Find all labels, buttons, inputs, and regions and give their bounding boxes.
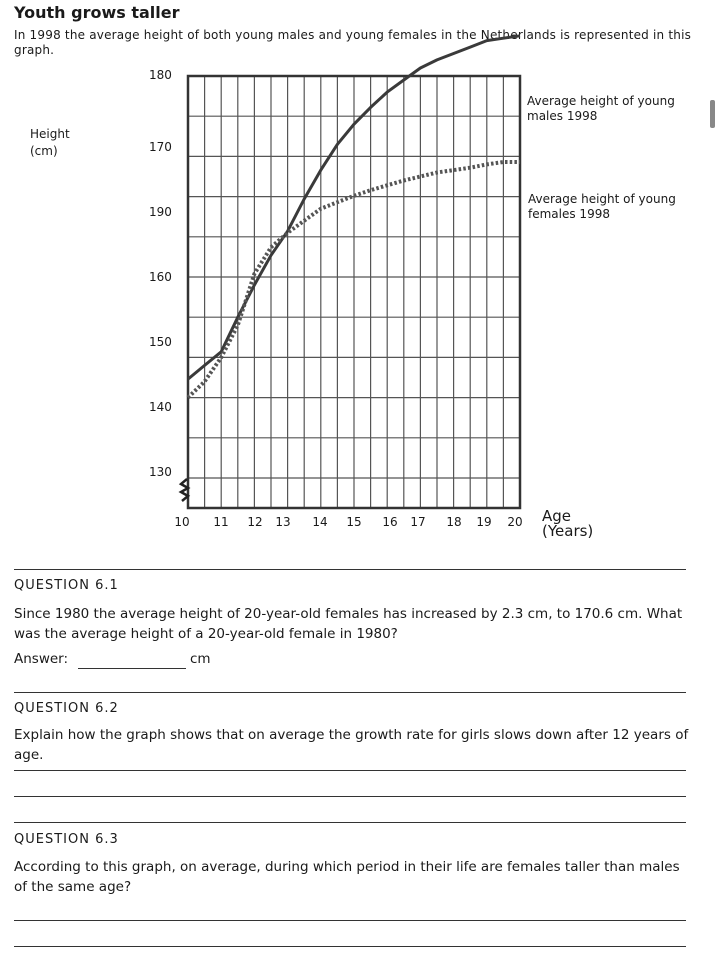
divider — [14, 822, 686, 823]
scrollbar[interactable] — [710, 100, 715, 128]
y-tick-label: 180 — [149, 68, 172, 82]
page-title: Youth grows taller — [14, 3, 180, 22]
question-6-1-heading: QUESTION 6.1 — [14, 578, 119, 593]
divider — [14, 692, 686, 693]
answer-writing-line[interactable] — [14, 946, 686, 947]
answer-label: Answer: — [14, 651, 69, 667]
intro-text: In 1998 the average height of both young males and young females in the Netherlands is represented in this graph. — [14, 28, 692, 57]
answer-unit: cm — [190, 651, 211, 667]
question-6-2-heading: QUESTION 6.2 — [14, 701, 119, 716]
x-tick-label: 12 — [247, 515, 263, 529]
female-label-line2: females 1998 — [528, 207, 610, 221]
divider — [14, 569, 686, 570]
x-tick-label: 14 — [312, 515, 328, 529]
chart-grid — [188, 76, 520, 508]
question-6-2-text: Explain how the graph shows that on average the growth rate for girls slows down after 12 years of age. — [14, 727, 689, 763]
male-label-line2: males 1998 — [527, 109, 598, 123]
y-axis-label-line2: (cm) — [30, 144, 58, 158]
y-tick-label: 160 — [149, 270, 172, 284]
answer-input-line[interactable] — [78, 668, 186, 669]
female-series-label — [528, 192, 676, 222]
x-axis-label-line2: (Years) — [542, 522, 594, 540]
question-6-1-text: Since 1980 the average height of 20-year-old females has increased by 2.3 cm, to 170.6 cm. What was the average height of a 20-year-old female in 1980? — [14, 606, 683, 642]
x-tick-label: 13 — [275, 515, 291, 529]
answer-writing-line[interactable] — [14, 920, 686, 921]
x-axis-label-line1: Age — [542, 507, 572, 525]
x-tick-label: 15 — [346, 515, 362, 529]
male-label-line1: Average height of young — [527, 94, 675, 108]
male-series-label — [527, 94, 675, 124]
x-tick-label: 20 — [507, 515, 523, 529]
x-tick-label: 11 — [213, 515, 229, 529]
answer-writing-line[interactable] — [14, 796, 686, 797]
answer-writing-line[interactable] — [14, 770, 686, 771]
question-6-3-text: According to this graph, on average, during which period in their life are females taller than males of the same age? — [14, 859, 680, 895]
x-tick-label: 16 — [382, 515, 398, 529]
x-tick-label: 18 — [446, 515, 462, 529]
x-axis-label — [542, 509, 593, 539]
y-tick-label: 190 — [149, 205, 172, 219]
y-tick-label: 150 — [149, 335, 172, 349]
y-tick-label: 140 — [149, 400, 172, 414]
y-tick-label: 130 — [149, 465, 172, 479]
x-tick-label: 10 — [174, 515, 190, 529]
female-label-line1: Average height of young — [528, 192, 676, 206]
x-tick-label: 17 — [410, 515, 426, 529]
x-tick-label: 19 — [476, 515, 492, 529]
y-tick-label: 170 — [149, 140, 172, 154]
y-axis-label-line1: Height — [30, 127, 70, 141]
question-6-3-heading: QUESTION 6.3 — [14, 832, 119, 847]
